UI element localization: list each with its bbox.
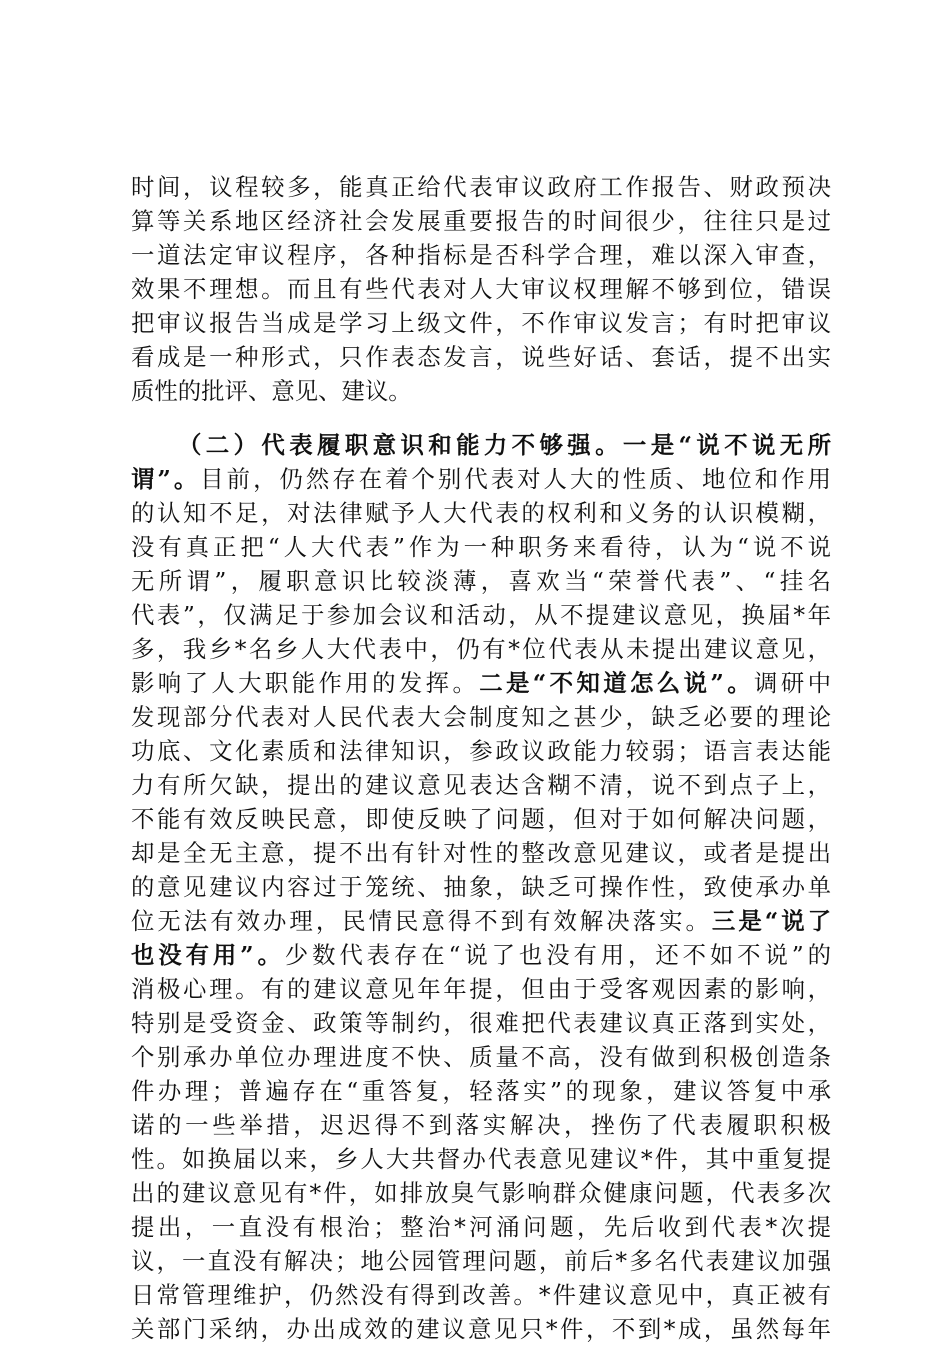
p2-line-17: 消极心理。有的建议意见年年提，但由于受客观因素的影响， — [131, 975, 831, 1003]
p2-line-19: 个别承办单位办理进度不快、质量不高，没有做到积极创造条 — [131, 1043, 831, 1071]
p2-line-12: 不能有效反映民意，即使反映了问题，但对于如何解决问题， — [131, 805, 831, 833]
p2-line-24: 提出，一直没有根治；整治*河涌问题，先后收到代表*次提 — [131, 1213, 831, 1241]
p2-line-27: 关部门采纳，办出成效的建议意见只*件，不到*成，虽然每年 — [131, 1315, 831, 1343]
p2-line-2: 谓”。目前，仍然存在着个别代表对人大的性质、地位和作用 — [131, 465, 831, 493]
p2-line-21: 诺的一些举措，迟迟得不到落实解决，挫伤了代表履职积极 — [131, 1111, 831, 1139]
p2-line-16: 也没有用”。少数代表存在“说了也没有用，还不如不说”的 — [131, 941, 831, 969]
p2-line-5: 无所谓”，履职意识比较淡薄，喜欢当“荣誉代表”、“挂名 — [131, 567, 831, 595]
p2-line-10: 功底、文化素质和法律知识，参政议政能力较弱；语言表达能 — [131, 737, 831, 765]
p2-line-23: 出的建议意见有*件，如排放臭气影响群众健康问题，代表多次 — [131, 1179, 831, 1207]
p2-line-18: 特别是受资金、政策等制约，很难把代表建议真正落到实处， — [131, 1009, 831, 1037]
p2-line-4: 没有真正把“人大代表”作为一种职务来看待，认为“说不说 — [131, 533, 831, 561]
p2-line-22: 性。如换届以来，乡人大共督办代表意见建议*件，其中重复提 — [131, 1145, 831, 1173]
p2-line-6: 代表”，仅满足于参加会议和活动，从不提建议意见，换届*年 — [131, 601, 831, 629]
p2-line-7: 多，我乡*名乡人大代表中，仍有*位代表从未提出建议意见， — [131, 635, 831, 663]
p2-line-20: 件办理；普遍存在“重答复，轻落实”的现象，建议答复中承 — [131, 1077, 831, 1105]
p1-line-2: 算等关系地区经济社会发展重要报告的时间很少，往往只是过 — [131, 207, 831, 235]
p2-line-14: 的意见建议内容过于笼统、抽象，缺乏可操作性，致使承办单 — [131, 873, 831, 901]
p2-line-3: 的认知不足，对法律赋予人大代表的权利和义务的认识模糊， — [131, 499, 831, 527]
p1-line-3: 一道法定审议程序，各种指标是否科学合理，难以深入审查， — [131, 241, 831, 269]
p2-line-13: 却是全无主意，提不出有针对性的整改意见建议，或者是提出 — [131, 839, 831, 867]
p2-line-15: 位无法有效办理，民情民意得不到有效解决落实。三是“说了 — [131, 907, 831, 935]
p2-line-1: （二）代表履职意识和能力不够强。一是“说不说无所 — [178, 431, 831, 459]
p1-line-4: 效果不理想。而且有些代表对人大审议权理解不够到位，错误 — [131, 275, 831, 303]
p1-line-5: 把审议报告当成是学习上级文件，不作审议发言；有时把审议 — [131, 309, 831, 337]
p1-line-1: 时间，议程较多，能真正给代表审议政府工作报告、财政预决 — [131, 173, 831, 201]
p2-line-8: 影响了人大职能作用的发挥。二是“不知道怎么说”。调研中 — [131, 669, 831, 697]
p1-line-6: 看成是一种形式，只作表态发言，说些好话、套话，提不出实 — [131, 343, 831, 371]
p2-line-25: 议，一直没有解决；地公园管理问题，前后*多名代表建议加强 — [131, 1247, 831, 1275]
p2-line-26: 日常管理维护，仍然没有得到改善。*件建议意见中，真正被有 — [131, 1281, 831, 1309]
p2-line-9: 发现部分代表对人民代表大会制度知之甚少，缺乏必要的理论 — [131, 703, 831, 731]
p2-line-11: 力有所欠缺，提出的建议意见表达含糊不清，说不到点子上， — [131, 771, 831, 799]
p1-line-7: 质性的批评、意见、建议。 — [131, 377, 412, 405]
